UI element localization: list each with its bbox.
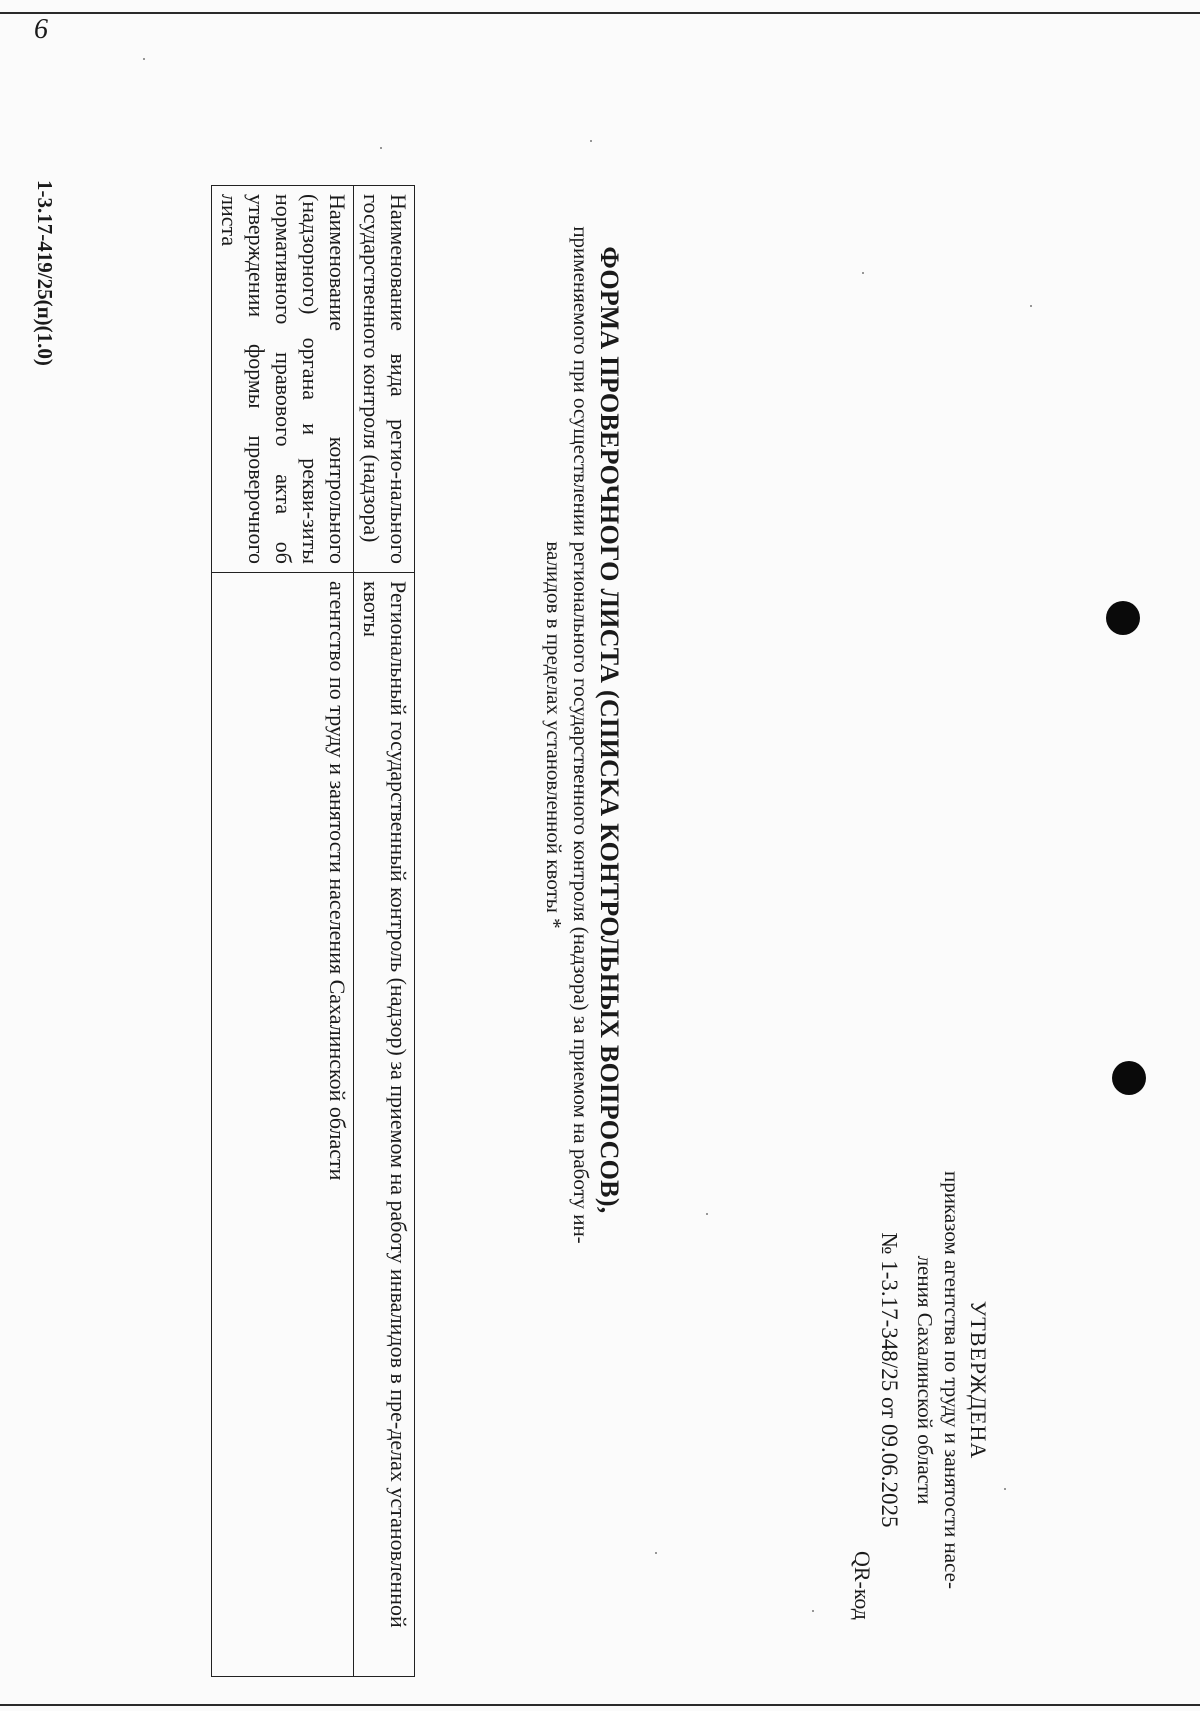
approval-line: ления Сахалинской области bbox=[913, 1255, 937, 1505]
table-cell-value: Региональный государственный контроль (надзор) за приемом на работу инвалидов в пре-делах установленной квоты bbox=[354, 573, 415, 1677]
approval-block bbox=[849, 1140, 992, 1620]
table-cell-label: Наименование вида регио-нального государственного контроля (надзора) bbox=[354, 186, 415, 573]
order-number: № 1-3.17-348/25 от 09.06.2025 bbox=[877, 1232, 902, 1528]
approval-line: приказом агентства по труду и занятости насе- bbox=[940, 1171, 964, 1589]
form-subtitle-line: применяемого при осуществлении регионального государственного контроля (надзора) за приемом на работу ин- bbox=[569, 226, 593, 1244]
document-code: 1-3.17-419/25(п)(1.0) bbox=[33, 180, 57, 366]
table-cell-label: Наименование контрольного (надзорного) органа и рекви-зиты нормативного правового акта об утверждении формы проверочного листа bbox=[212, 186, 354, 573]
approval-title: УТВЕРЖДЕНА bbox=[966, 1300, 991, 1460]
table-cell-value: агентство по труду и занятости населения Сахалинской области bbox=[212, 573, 354, 1677]
form-title: ФОРМА ПРОВЕРОЧНОГО ЛИСТА (СПИСКА КОНТРОЛЬНЫХ ВОПРОСОВ), bbox=[595, 246, 624, 1214]
form-info-table bbox=[211, 185, 415, 1677]
table-row bbox=[354, 186, 415, 1677]
form-subtitle bbox=[540, 140, 594, 1330]
form-subtitle-line: валидов в пределах установленной квоты * bbox=[542, 541, 566, 929]
table-row bbox=[212, 186, 354, 1677]
qr-code-label: QR-код bbox=[850, 1550, 875, 1620]
handwritten-page-mark: 6 bbox=[34, 14, 48, 45]
